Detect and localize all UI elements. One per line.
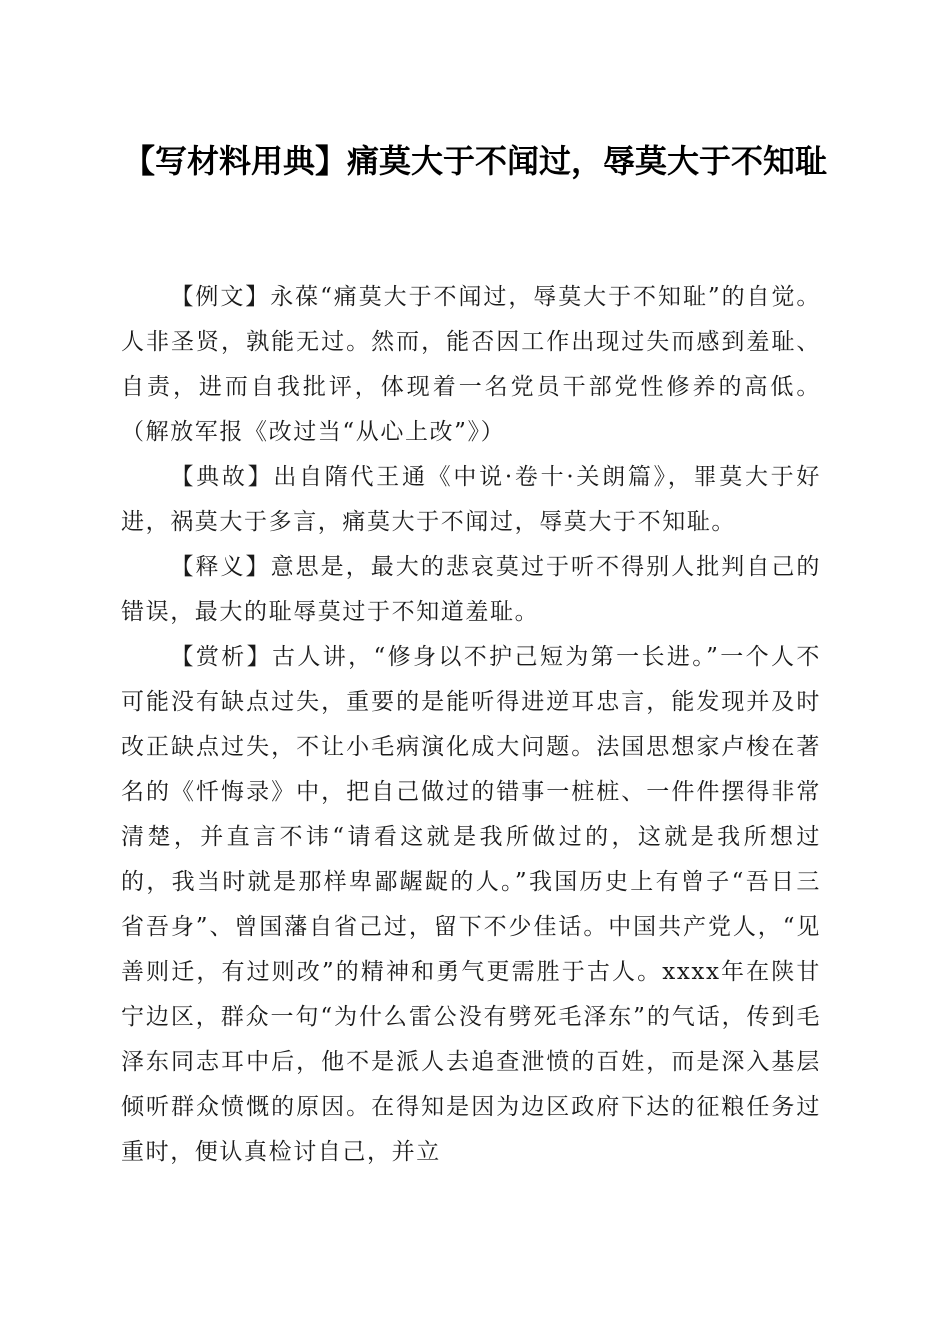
- document-body: [121, 275, 821, 1175]
- paragraph-example: 【例文】永葆“痛莫大于不闻过，辱莫大于不知耻”的自觉。人非圣贤，孰能无过。然而，能否因工作出现过失而感到羞耻、自责，进而自我批评，体现着一名党员干部党性修养的高低。（解放军报《改过当“从心上改”》）: [121, 284, 821, 445]
- document-title: 【写材料用典】痛莫大于不闻过，辱莫大于不知耻: [122, 142, 827, 180]
- paragraph-allusion: 【典故】出自隋代王通《中说·卷十·关朗篇》，罪莫大于好进，祸莫大于多言，痛莫大于不闻过，辱莫大于不知耻。: [121, 464, 821, 535]
- paragraph-meaning: 【释义】意思是，最大的悲哀莫过于听不得别人批判自己的错误，最大的耻辱莫过于不知道羞耻。: [121, 554, 821, 625]
- paragraph-appreciation: 【赏析】古人讲，“修身以不护己短为第一长进。”一个人不可能没有缺点过失，重要的是能听得进逆耳忠言，能发现并及时改正缺点过失，不让小毛病演化成大问题。法国思想家卢梭在著名的《忏悔录》中，把自己做过的错事一桩桩、一件件摆得非常清楚，并直言不讳“请看这就是我所做过的，这就是我所想过的，我当时就是那样卑鄙龌龊的人。”我国历史上有曾子“吾日三省吾身”、曾国藩自省己过，留下不少佳话。中国共产党人，“见善则迁，有过则改”的精神和勇气更需胜于古人。xxxx年在陕甘宁边区，群众一句“为什么雷公没有劈死毛泽东”的气话，传到毛泽东同志耳中后，他不是派人去追查泄愤的百姓，而是深入基层倾听群众愤慨的原因。在得知是因为边区政府下达的征粮任务过重时，便认真检讨自己，并立: [121, 644, 821, 1165]
